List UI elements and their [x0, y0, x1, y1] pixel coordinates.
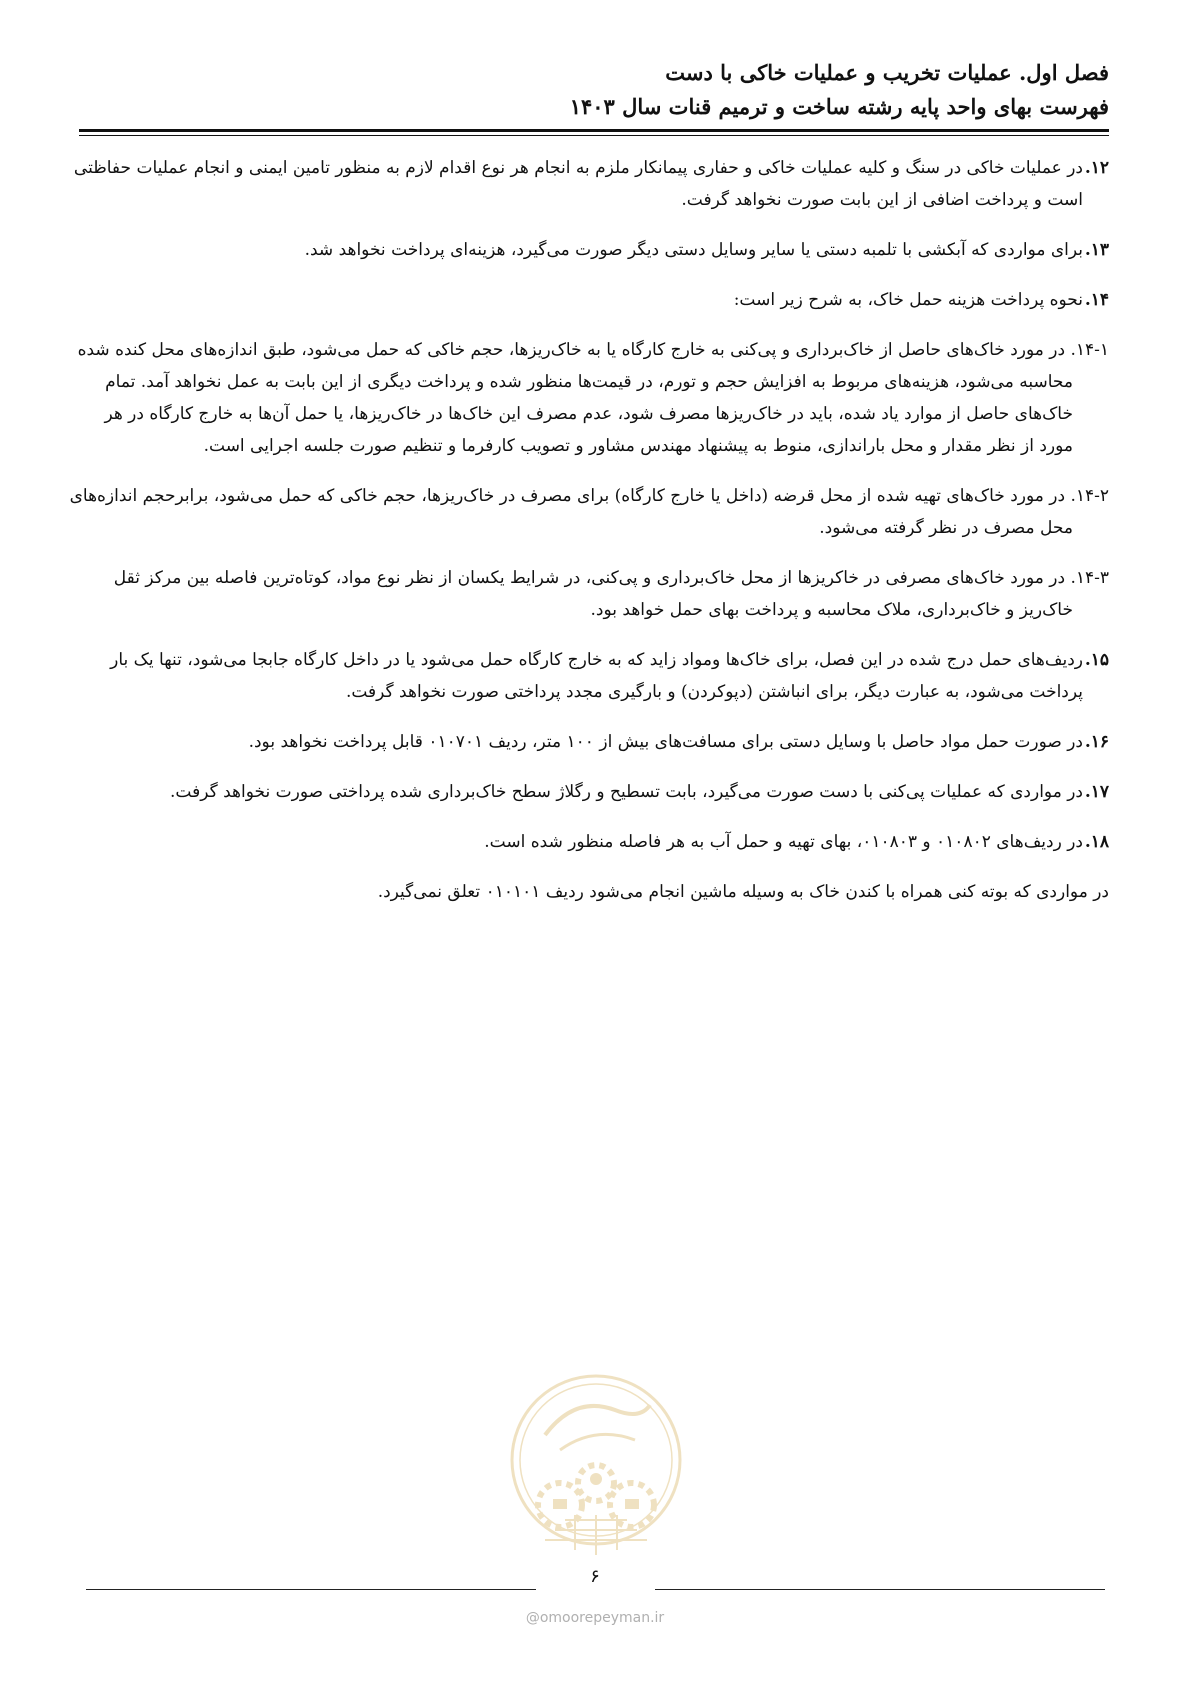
header-rule-thick — [79, 129, 1109, 132]
subnote-text: در مورد خاک‌های تهیه شده از محل قرضه (داخل یا خارج کارگاه) برای مصرف در خاک‌ریزها، حجم خاکی که حمل می‌شود، برابرحجم اندازه‌های محل مصرف در نظر گرفته می‌شود. — [69, 486, 1073, 538]
subnote-number: ۱۴-۲. — [1070, 486, 1109, 506]
note-14-3 — [69, 562, 1109, 626]
note-text: ردیف‌های حمل درج شده در این فصل، برای خاک‌ها ومواد زاید که به خارج کارگاه حمل می‌شود یا در داخل کارگاه جابجا می‌شود، تنها یک بار پرداخت می‌شود، به عبارت دیگر، برای انباشتن (دپوکردن) و بارگیری مجدد پرداختی صورت نخواهد گرفت. — [110, 650, 1083, 702]
note-text: نحوه پرداخت هزینه حمل خاک، به شرح زیر است: — [733, 290, 1083, 310]
note-14-2 — [69, 480, 1109, 544]
page-number: ۶ — [590, 1566, 600, 1587]
note-15 — [69, 644, 1109, 708]
note-number: ۱۴. — [1084, 290, 1109, 310]
footer-rule-right — [655, 1589, 1105, 1590]
note-12 — [69, 152, 1109, 216]
subnote-number: ۱۴-۳. — [1070, 568, 1109, 588]
chapter-title: فصل اول. عملیات تخریب و عملیات خاکی با دست — [665, 60, 1109, 85]
note-text: در ردیف‌های ۰۱۰۸۰۲ و ۰۱۰۸۰۳، بهای تهیه و حمل آب به هر فاصله منظور شده است. — [484, 832, 1083, 852]
subnote-text: در مورد خاک‌های مصرفی در خاکریزها از محل خاک‌برداری و پی‌کنی، در شرایط یکسان از نظر نوع مواد، کوتاه‌ترین فاصله بین مرکز ثقل خاک‌ریز و خاک‌برداری، ملاک محاسبه و پرداخت بهای حمل خواهد بود. — [113, 568, 1073, 620]
note-number: ۱۶. — [1084, 732, 1109, 752]
note-17 — [69, 776, 1109, 808]
document-title: فهرست بهای واحد پایه رشته ساخت و ترمیم قنات سال ۱۴۰۳ — [569, 94, 1109, 119]
note-final — [69, 876, 1109, 908]
note-number: ۱۲. — [1084, 158, 1109, 178]
subnote-text: در مورد خاک‌های حاصل از خاک‌برداری و پی‌کنی به خارج کارگاه یا به خاک‌ریزها، حجم خاکی که حمل می‌شود، طبق اندازه‌های محل کنده شده محاسبه می‌شود، هزینه‌های مربوط به افزایش حجم و تورم، در قیمت‌ها منظور شده و پرداخت دیگری از این بابت به عمل نخواهد آمد. تمام خاک‌های حاصل از موارد یاد شده، باید در خاک‌ریزها مصرف شود، عدم مصرف این خاک‌ها در خاک‌ریزها، یا حمل آن‌ها به خارج کارگاه در هر مورد از نظر مقدار و محل باراندازی، منوط به پیشنهاد مهندس مشاور و تصویب کارفرما و تنظیم صورت جلسه اجرایی است. — [77, 340, 1073, 456]
note-text: در صورت حمل مواد حاصل با وسایل دستی برای مسافت‌های بیش از ۱۰۰ متر، ردیف ۰۱۰۷۰۱ قابل پرداخت نخواهد بود. — [248, 732, 1083, 752]
note-number: ۱۳. — [1084, 240, 1109, 260]
note-number: ۱۸. — [1084, 832, 1109, 852]
notes-list — [69, 152, 1109, 926]
note-text: در عملیات خاکی در سنگ و کلیه عملیات خاکی و حفاری پیمانکار ملزم به انجام هر نوع اقدام لازم به منظور تامین ایمنی و انجام عملیات حفاظتی است و پرداخت اضافی از این بابت صورت نخواهد گرفت. — [73, 158, 1083, 210]
footer-rule-left — [86, 1589, 536, 1590]
page-header — [79, 56, 1109, 124]
note-number: ۱۵. — [1084, 650, 1109, 670]
note-number: ۱۷. — [1084, 782, 1109, 802]
note-16 — [69, 726, 1109, 758]
note-text: برای مواردی که آبکشی با تلمبه دستی یا سایر وسایل دستی دیگر صورت می‌گیرد، هزینه‌ای پرداخت نخواهد شد. — [304, 240, 1083, 260]
watermark-logo-icon — [505, 1365, 687, 1565]
header-rule-thin — [79, 135, 1109, 136]
note-13 — [69, 234, 1109, 266]
note-14 — [69, 284, 1109, 316]
note-18 — [69, 826, 1109, 858]
subnote-number: ۱۴-۱. — [1070, 340, 1109, 360]
note-text: در مواردی که بوته کنی همراه با کندن خاک به وسیله ماشین انجام می‌شود ردیف ۰۱۰۱۰۱ تعلق نمی‌گیرد. — [377, 882, 1109, 902]
note-14-1 — [69, 334, 1109, 462]
note-text: در مواردی که عملیات پی‌کنی با دست صورت می‌گیرد، بابت تسطیح و رگلاژ سطح خاک‌برداری شده پرداختی صورت نخواهد گرفت. — [170, 782, 1083, 802]
website-watermark: @omoorepeyman.ir — [525, 1610, 665, 1626]
